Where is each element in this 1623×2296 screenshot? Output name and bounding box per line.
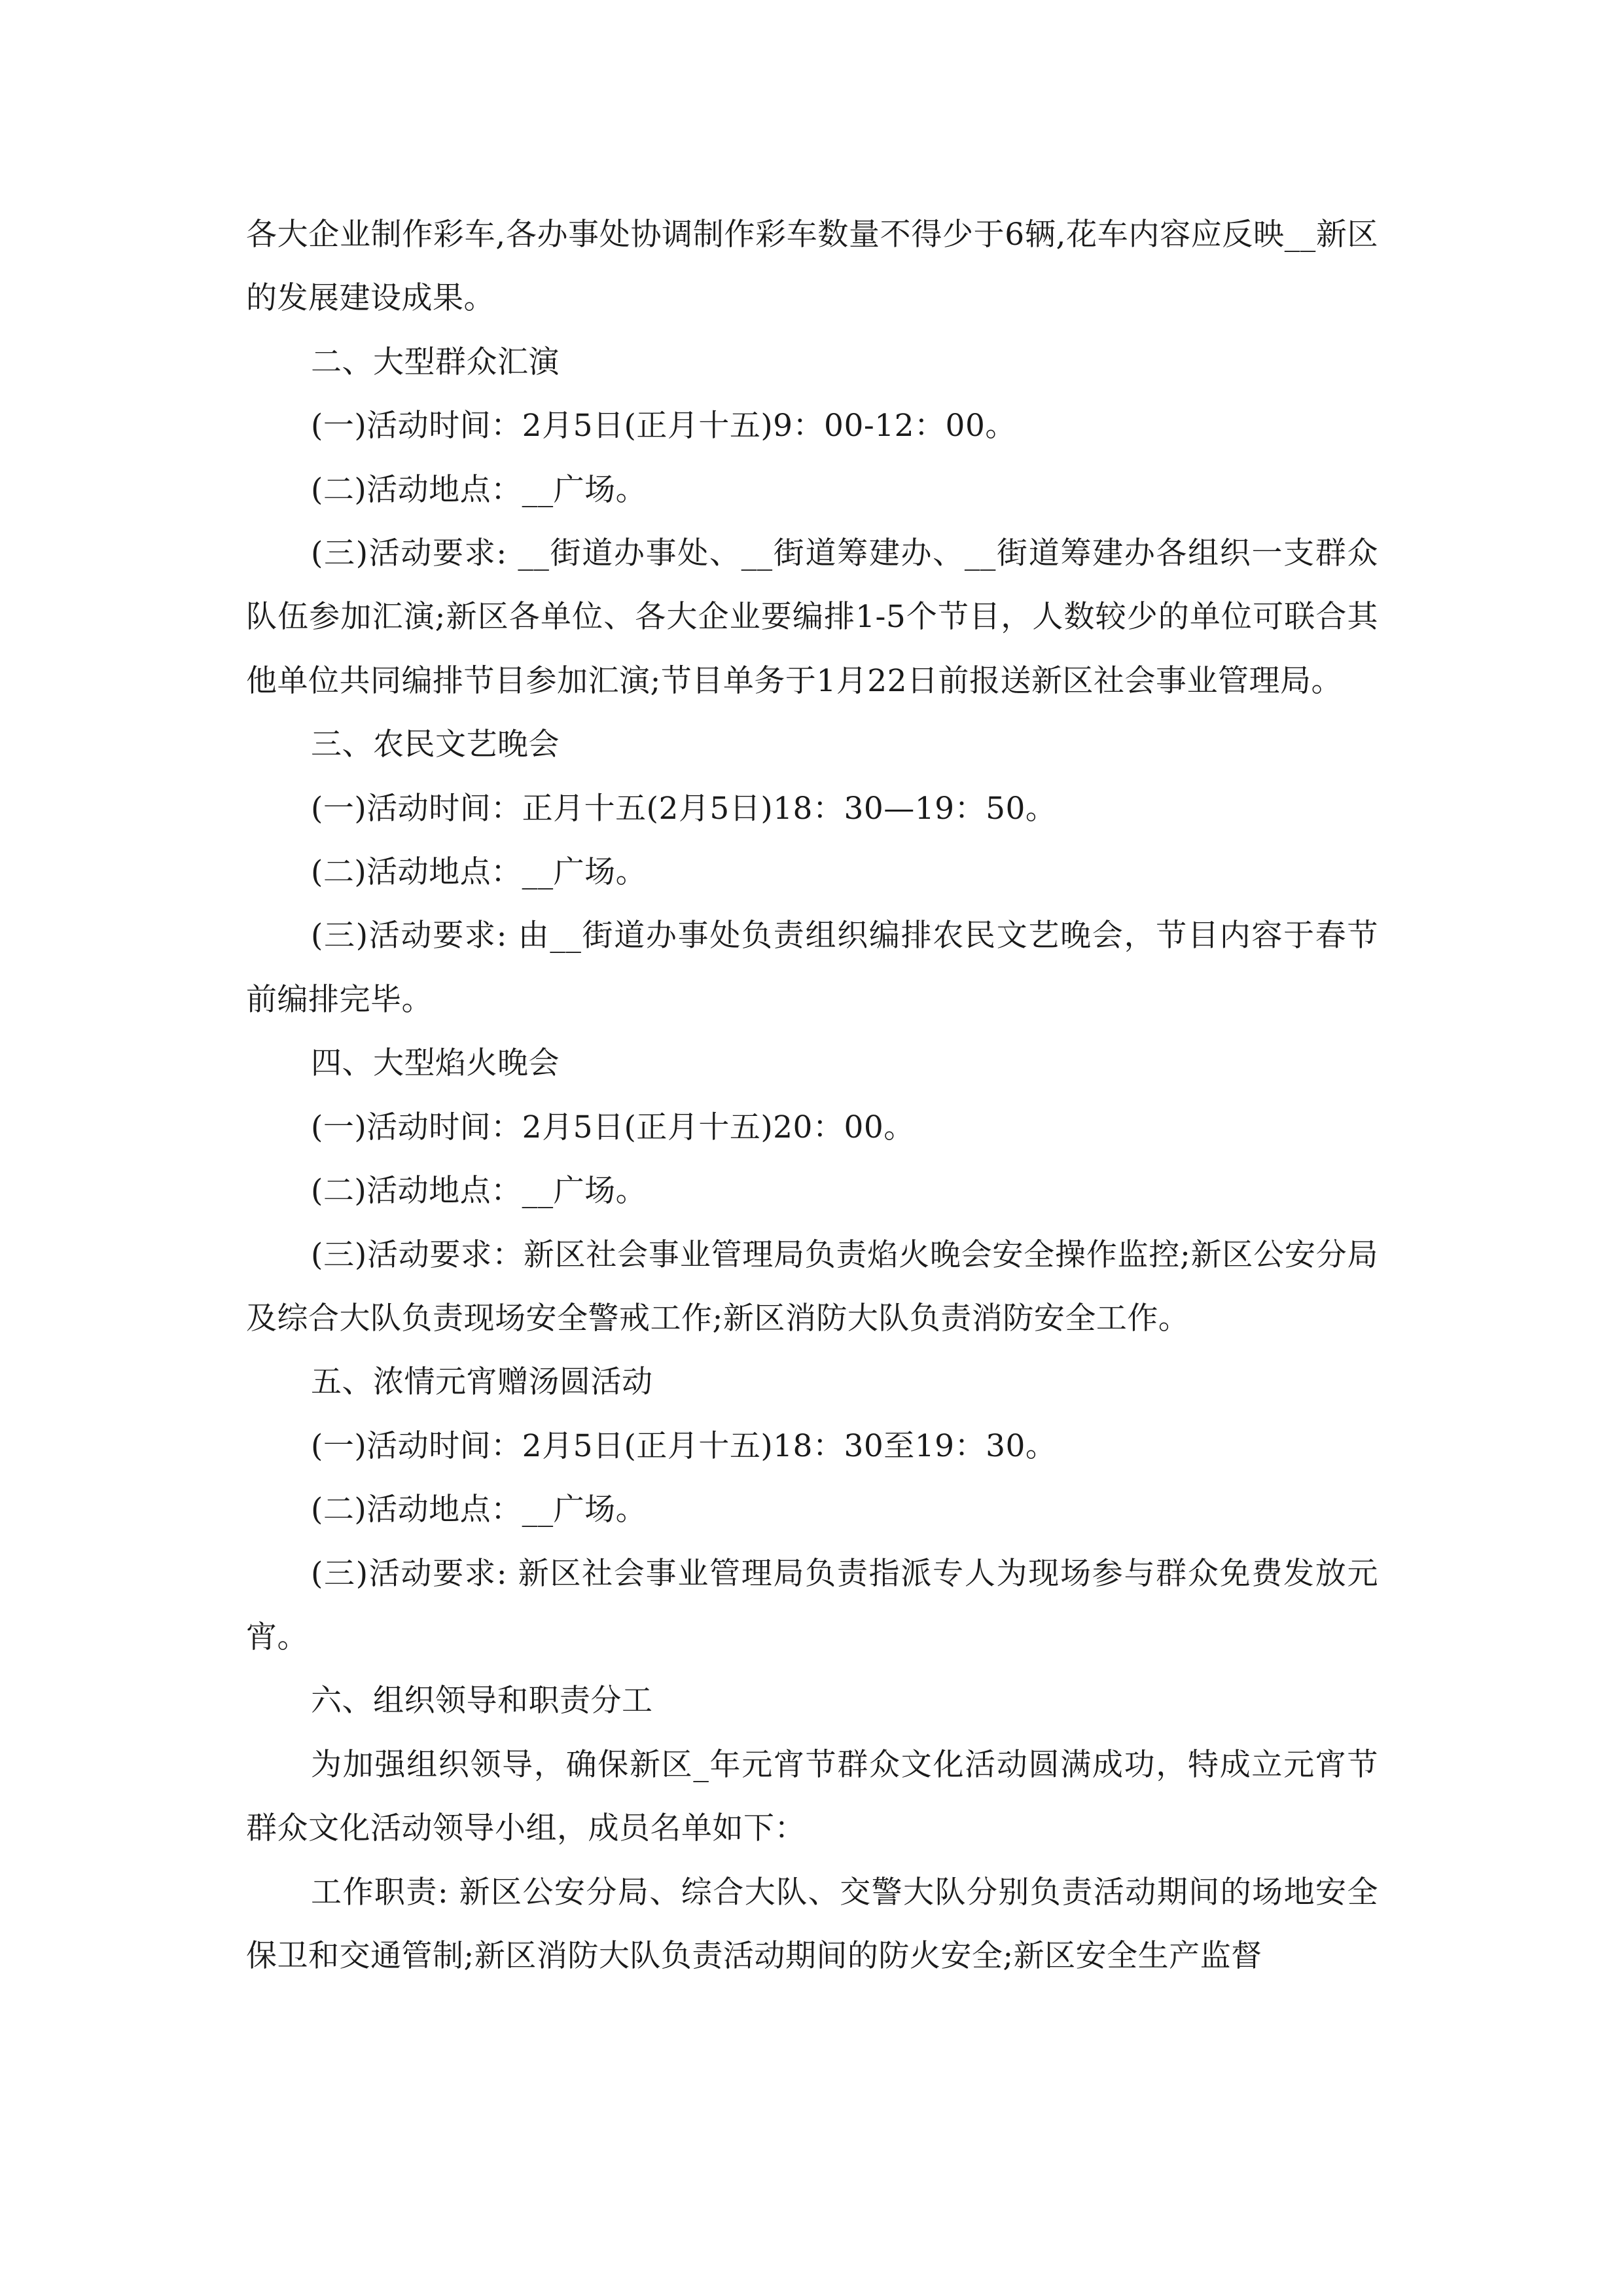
section-heading-mass-performance: 二、大型群众汇演 xyxy=(311,344,560,380)
paragraph-requirements: (三)活动要求: 新区社会事业管理局负责指派专人为现场参与群众免费发放元宵。 xyxy=(246,1555,1378,1655)
paragraph-time: (一)活动时间：2月5日(正月十五)18：30至19：30。 xyxy=(311,1427,1057,1464)
paragraph-time: (一)活动时间：2月5日(正月十五)9：00-12：00。 xyxy=(311,408,1016,444)
section-heading-organization: 六、组织领导和职责分工 xyxy=(311,1683,653,1719)
paragraph-time: (一)活动时间：2月5日(正月十五)20：00。 xyxy=(311,1109,915,1145)
paragraph-requirements: (三)活动要求：新区社会事业管理局负责焰火晚会安全操作监控;新区公安分局及综合大队负责现场安全警戒工作;新区消防大队负责消防安全工作。 xyxy=(246,1236,1378,1336)
paragraph-leadership-group: 为加强组织领导，确保新区_年元宵节群众文化活动圆满成功，特成立元宵节群众文化活动领导小组，成员名单如下： xyxy=(246,1746,1378,1847)
section-heading-tangyuan: 五、浓情元宵赠汤圆活动 xyxy=(311,1364,653,1401)
section-heading-farmer-gala: 三、农民文艺晚会 xyxy=(311,726,560,763)
document-body xyxy=(246,203,1378,1988)
paragraph-duties: 工作职责: 新区公安分局、综合大队、交警大队分别负责活动期间的场地安全保卫和交通管制;新区消防大队负责活动期间的防火安全;新区安全生产监督 xyxy=(246,1874,1378,1974)
section-heading-fireworks: 四、大型焰火晚会 xyxy=(311,1045,560,1082)
paragraph-float-cars: 各大企业制作彩车,各办事处协调制作彩车数量不得少于6辆,花车内容应反映__新区的发展建设成果。 xyxy=(246,217,1378,317)
paragraph-location: (二)活动地点：__广场。 xyxy=(311,471,647,508)
paragraph-time: (一)活动时间：正月十五(2月5日)18：30—19：50。 xyxy=(311,790,1057,827)
paragraph-requirements: (三)活动要求: __街道办事处、__街道筹建办、__街道筹建办各组织一支群众队伍参加汇演;新区各单位、各大企业要编排1-5个节目，人数较少的单位可联合其他单位共同编排节目参加汇演;节目单务于1月22日前报送新区社会事业管理局。 xyxy=(246,535,1378,699)
paragraph-location: (二)活动地点：__广场。 xyxy=(311,1492,647,1528)
paragraph-requirements: (三)活动要求: 由__街道办事处负责组织编排农民文艺晚会，节目内容于春节前编排完毕。 xyxy=(246,918,1378,1018)
paragraph-location: (二)活动地点：__广场。 xyxy=(311,854,647,891)
paragraph-location: (二)活动地点：__广场。 xyxy=(311,1173,647,1210)
